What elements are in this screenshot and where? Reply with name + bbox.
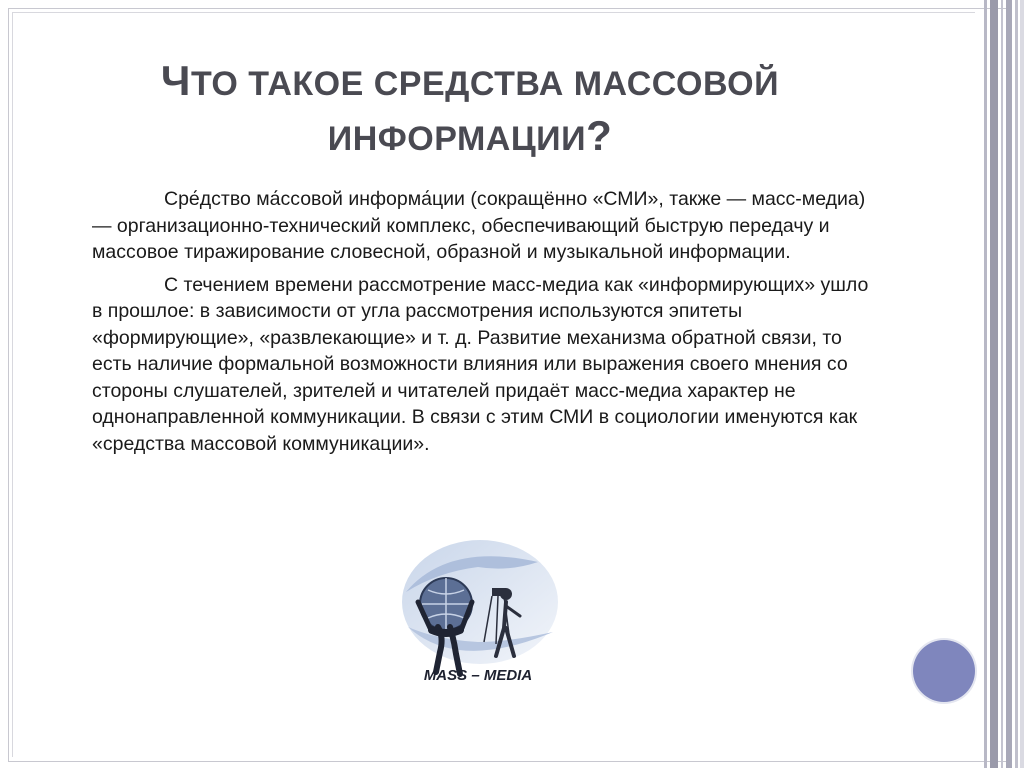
mass-media-globe-icon xyxy=(388,532,568,692)
logo-text: MASS – MEDIA xyxy=(423,667,533,684)
title-question-mark: ? xyxy=(586,112,613,159)
paragraph-evolution: С течением времени рассмотрение масс-медиа как «информирующих» ушло в прошлое: в зависимости от угла рассмотрения используются эпитеты «формирующие», «развлекающие» и т. д. Развитие механизма обратной связи, то есть наличие формальной возможности влияния или выражения своего мнения со стороны слушателей, зрителей и читателей придаёт масс-медиа характер не однонаправленной коммуникации. В связи с этим СМИ в социологии именуются как «средства массовой коммуникации». xyxy=(92,273,869,455)
slide-title xyxy=(120,55,820,165)
title-initial: Ч xyxy=(160,57,191,104)
title-line-2: ИНФОРМАЦИИ xyxy=(327,120,587,158)
paragraph-definition: Сре́дство ма́ссовой информа́ции (сокращённо «СМИ», также — масс-медиа) — организационно-технический комплекс, обеспечивающий быструю передачу и массовое тиражирование словесной, образной и музыкальной информации. xyxy=(92,188,866,263)
decorative-stripes xyxy=(982,0,1024,768)
navigation-circle-icon[interactable] xyxy=(913,640,975,702)
title-line-1: ТО ТАКОЕ СРЕДСТВА МАССОВОЙ xyxy=(190,65,780,103)
slide-body xyxy=(92,186,882,463)
